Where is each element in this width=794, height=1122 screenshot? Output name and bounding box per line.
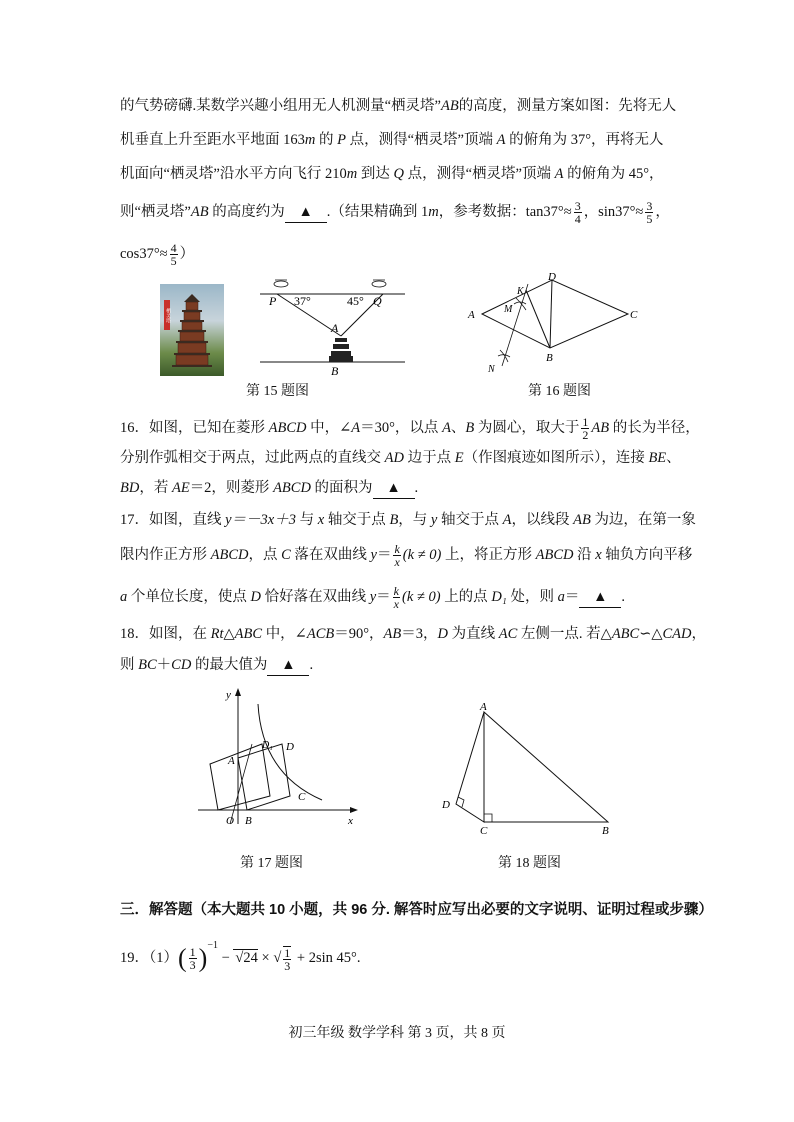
fig18-label-b: B xyxy=(602,825,609,837)
p15-line4: 则“栖灵塔”AB 的高度约为 ▲ .（结果精确到 1m，参考数据：tan37°≈ $\frac{3}{4}$ ，sin37°≈ $\frac{3}{5}$ ， xyxy=(120,199,670,226)
p16-line2: 分别作弧相交于两点，过此两点的直线交 AD 边于点 E（作图痕迹如图所示），连接 BE、 xyxy=(120,450,681,466)
fig16-label-n: N xyxy=(488,364,495,375)
p15-line1: 的气势磅礴.某数学兴趣小组用无人机测量“栖灵塔”AB的高度，测量方案如图：先将无人 xyxy=(120,98,677,114)
fig15-angle-37: 37° xyxy=(294,294,311,308)
fig15-label-q: Q xyxy=(373,294,382,308)
fig16-label-d: D xyxy=(548,271,556,283)
figure-16-diagram xyxy=(462,270,642,382)
figure-18-diagram xyxy=(436,700,626,840)
p17-line2: 限内作正方形 ABCD，点 C 落在双曲线 y＝ $\frac{k}{x}$ (k ≠ 0) 上，将正方形 ABCD 沿 x 轴负方向平移 xyxy=(120,542,693,569)
frac-tan: $\frac{3}{4}$ xyxy=(574,199,581,226)
section-3-title: 三．解答题（本大题共 10 小题，共 96 分. 解答时应写出必要的文字说明、证明过程或步骤） xyxy=(120,902,713,918)
p18-line2: 则 BC＋CD 的最大值为 ▲ . xyxy=(120,655,313,676)
pagoda-photo-title: 栖灵塔 xyxy=(165,308,171,323)
fig15-angle-45: 45° xyxy=(347,294,364,308)
page-footer: 初三年级 数学学科 第 3 页，共 8 页 xyxy=(288,1026,506,1041)
fig16-label-c: C xyxy=(630,309,638,321)
frac-cos: $\frac{4}{5}$ xyxy=(170,241,177,268)
fig16-label-m: M xyxy=(504,304,513,315)
answer-blank-16: ▲ xyxy=(373,478,415,499)
fig17-label-y: y xyxy=(226,689,231,701)
fig17-label-x: x xyxy=(348,815,353,827)
fig16-caption: 第 16 题图 xyxy=(528,384,591,399)
p15-line3: 机面向“栖灵塔”沿水平方向飞行 210m 到达 Q 点，测得“栖灵塔”顶端 A 的俯角为 45°， xyxy=(120,166,664,182)
fig15-label-b: B xyxy=(331,364,339,378)
fig15-label-p: P xyxy=(269,294,277,308)
fig18-label-d: D xyxy=(442,799,450,811)
fig16-label-b: B xyxy=(546,352,553,364)
fig18-label-a: A xyxy=(480,701,487,713)
p16-line3: BD，若 AE＝2，则菱形 ABCD 的面积为 ▲ . xyxy=(120,478,418,499)
figure-17-diagram xyxy=(190,684,370,834)
p19-line1: 19．（1）( $\frac{1}{3}$ )$^{-1}$ − √24 × √ $\frac{1}{3}$ + 2sin 45°. xyxy=(120,940,361,973)
frac-k-over-x-2: $\frac{k}{x}$ xyxy=(393,584,399,611)
frac-half: $\frac{1}{2}$ xyxy=(582,415,589,442)
fig17-label-b: B xyxy=(245,815,252,827)
fig17-label-c: C xyxy=(298,791,306,803)
frac-k-over-x: $\frac{k}{x}$ xyxy=(394,542,400,569)
p18-line1: 18．如图，在 Rt△ABC 中，∠ACB＝90°，AB＝3，D 为直线 AC 左侧一点. 若△ABC∽△CAD， xyxy=(120,626,707,642)
fig16-label-a: A xyxy=(468,309,475,321)
fig17-label-d1: D₁ xyxy=(262,740,273,751)
fig17-caption: 第 17 题图 xyxy=(240,856,303,871)
p15-line2: 机垂直上升至距水平地面 163m 的 P 点，测得“栖灵塔”顶端 A 的俯角为 37°，再将无人 xyxy=(120,132,664,148)
p17-line1: 17．如图，直线 y＝－3x＋3 与 x 轴交于点 B，与 y 轴交于点 A，以线段 AB 为边，在第一象 xyxy=(120,512,696,528)
fig17-label-a: A xyxy=(228,755,235,767)
p17-line3: a 个单位长度，使点 D 恰好落在双曲线 y＝ $\frac{k}{x}$ (k ≠ 0) 上的点 D₁ 处，则 a＝ ▲ . xyxy=(120,584,625,611)
pagoda-photo xyxy=(160,284,224,376)
fig18-caption: 第 18 题图 xyxy=(498,856,561,871)
p15-line5: cos37°≈ $\frac{4}{5}$ ） xyxy=(120,241,195,268)
frac-one-third: $\frac{1}{3}$ xyxy=(189,945,196,972)
p16-line1: 16．如图，已知在菱形 ABCD 中，∠A＝30°，以点 A、B 为圆心，取大于 $\frac{1}{2}$ AB 的长为半径， xyxy=(120,415,700,442)
fig18-label-c: C xyxy=(480,825,488,837)
fig15-caption: 第 15 题图 xyxy=(246,384,309,399)
answer-blank-17: ▲ xyxy=(579,587,621,608)
frac-sin: $\frac{3}{5}$ xyxy=(646,199,653,226)
answer-blank-15: ▲ xyxy=(285,202,327,223)
answer-blank-18: ▲ xyxy=(267,655,309,676)
frac-sqrt-one-third: $\frac{1}{3}$ xyxy=(284,945,291,973)
fig15-label-a: A xyxy=(331,321,339,335)
figure-15-diagram xyxy=(255,270,415,380)
fig16-label-k: K xyxy=(517,286,524,297)
fig17-label-d: D xyxy=(286,741,294,753)
fig17-label-o: O xyxy=(226,815,234,827)
